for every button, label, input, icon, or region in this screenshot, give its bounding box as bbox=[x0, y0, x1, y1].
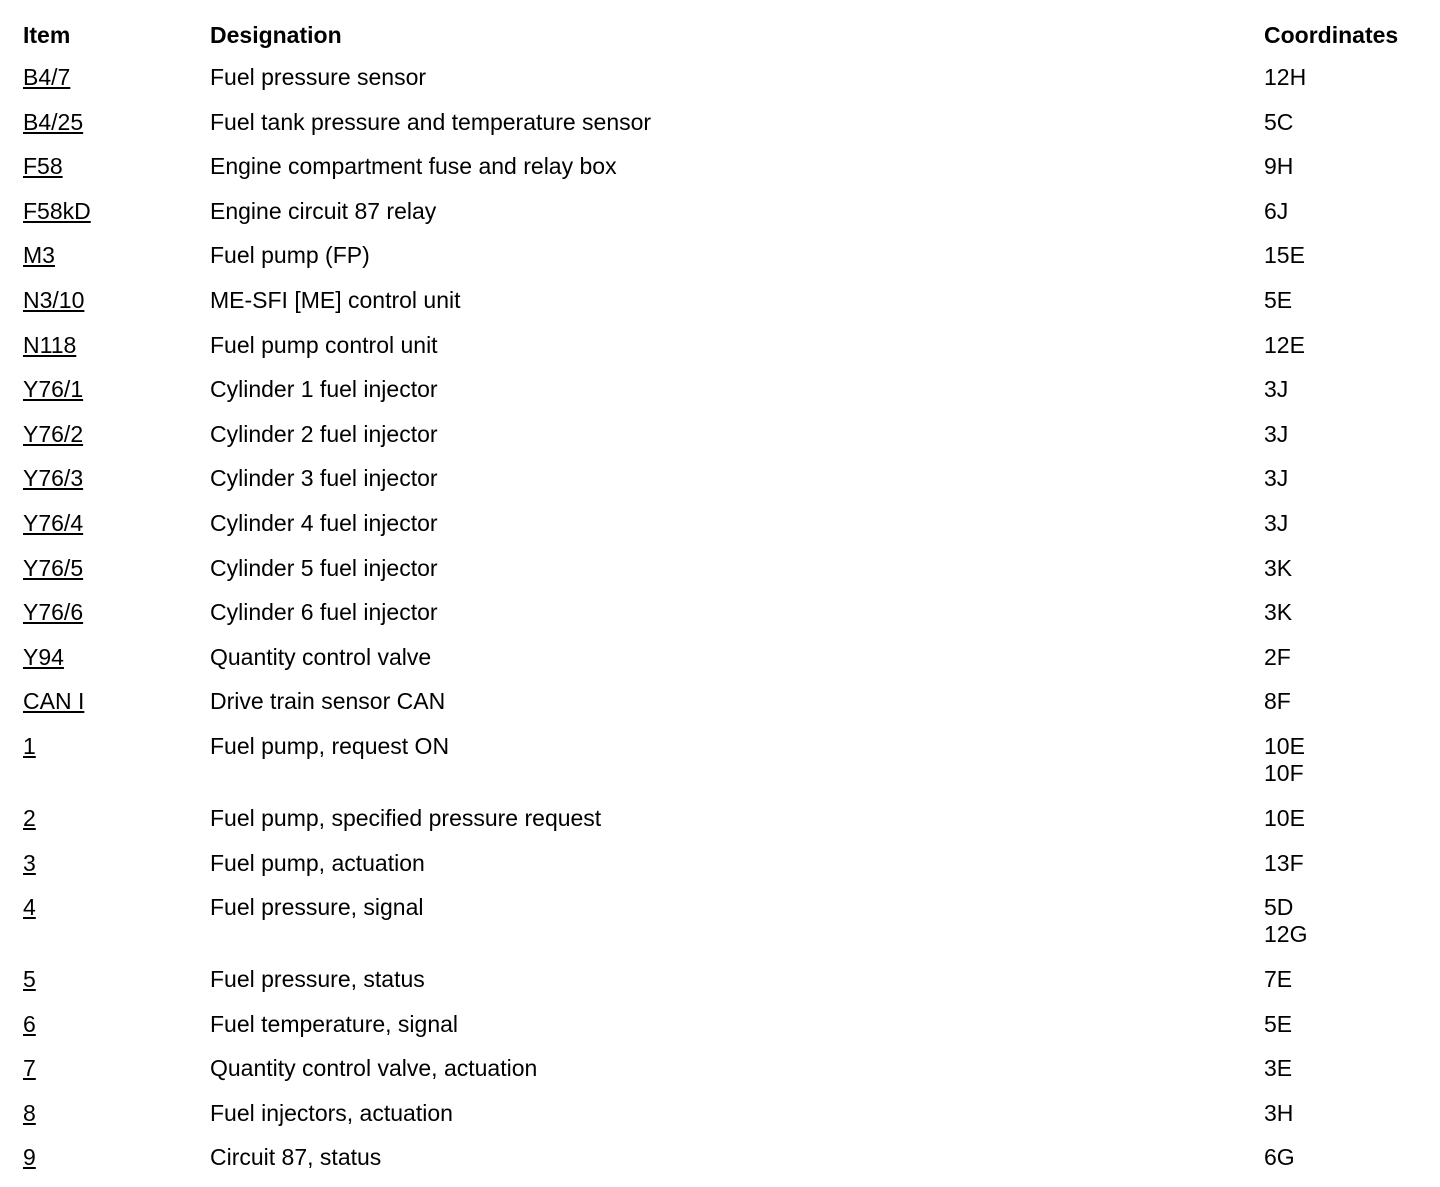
coordinates-cell bbox=[1264, 688, 1414, 715]
item-link[interactable]: N3/10 bbox=[23, 286, 85, 313]
item-cell bbox=[23, 153, 210, 180]
designation-cell: Fuel temperature, signal bbox=[210, 1010, 459, 1037]
item-cell bbox=[23, 894, 210, 921]
item-link[interactable]: Y76/1 bbox=[23, 376, 84, 403]
item-cell bbox=[23, 332, 210, 359]
coordinates-cell bbox=[1264, 109, 1414, 136]
table-row bbox=[23, 419, 1423, 464]
coordinates-cell bbox=[1264, 1011, 1414, 1038]
coordinate-value: 12E bbox=[1264, 331, 1305, 358]
item-link[interactable]: Y76/2 bbox=[23, 420, 84, 447]
designation-cell: Cylinder 2 fuel injector bbox=[210, 420, 438, 447]
table-row bbox=[23, 151, 1423, 196]
table-row bbox=[23, 1009, 1423, 1054]
designation-cell: Fuel tank pressure and temperature sensor bbox=[210, 108, 652, 135]
legend-table bbox=[23, 20, 1423, 1187]
table-row bbox=[23, 330, 1423, 375]
designation-cell: Engine circuit 87 relay bbox=[210, 197, 437, 224]
table-row bbox=[23, 285, 1423, 330]
coordinates-cell bbox=[1264, 64, 1414, 91]
coordinate-value: 5C bbox=[1264, 108, 1294, 135]
coordinate-value: 12G bbox=[1264, 921, 1308, 948]
coordinates-column-header: Coordinates bbox=[1264, 22, 1399, 48]
table-row bbox=[23, 731, 1423, 803]
item-cell bbox=[23, 198, 210, 225]
designation-cell: Cylinder 1 fuel injector bbox=[210, 376, 438, 403]
item-link[interactable]: 7 bbox=[23, 1055, 36, 1082]
item-cell bbox=[23, 555, 210, 582]
coordinates-cell bbox=[1264, 332, 1414, 359]
item-cell bbox=[23, 688, 210, 715]
coordinate-value: 3J bbox=[1264, 509, 1289, 536]
item-cell bbox=[23, 376, 210, 403]
item-cell bbox=[23, 421, 210, 448]
coordinates-cell bbox=[1264, 966, 1414, 993]
coordinate-value: 3J bbox=[1264, 465, 1289, 492]
coordinate-value: 3H bbox=[1264, 1099, 1294, 1126]
table-row bbox=[23, 553, 1423, 598]
item-link[interactable]: Y76/5 bbox=[23, 554, 84, 581]
table-row bbox=[23, 848, 1423, 893]
table-row bbox=[23, 1142, 1423, 1187]
item-link[interactable]: 5 bbox=[23, 966, 36, 993]
designation-cell: Fuel pump (FP) bbox=[210, 242, 370, 269]
table-row bbox=[23, 196, 1423, 241]
designation-cell: ME-SFI [ME] control unit bbox=[210, 286, 461, 313]
item-cell bbox=[23, 599, 210, 626]
coordinates-cell bbox=[1264, 198, 1414, 225]
coordinate-value: 3K bbox=[1264, 599, 1293, 626]
coordinates-cell bbox=[1264, 510, 1414, 537]
item-link[interactable]: F58 bbox=[23, 153, 63, 180]
coordinates-cell bbox=[1264, 465, 1414, 492]
designation-cell: Cylinder 3 fuel injector bbox=[210, 465, 438, 492]
designation-cell: Circuit 87, status bbox=[210, 1144, 382, 1171]
coordinate-value: 2F bbox=[1264, 643, 1291, 670]
coordinate-value: 10E bbox=[1264, 732, 1305, 759]
table-row bbox=[23, 1053, 1423, 1098]
item-link[interactable]: Y94 bbox=[23, 643, 64, 670]
item-link[interactable]: CAN I bbox=[23, 688, 85, 715]
table-row bbox=[23, 508, 1423, 553]
item-cell bbox=[23, 1055, 210, 1082]
designation-cell: Fuel pump, specified pressure request bbox=[210, 804, 602, 831]
coordinate-value: 3J bbox=[1264, 376, 1289, 403]
designation-cell: Fuel pump, request ON bbox=[210, 732, 450, 759]
coordinates-cell bbox=[1264, 1100, 1414, 1127]
item-cell bbox=[23, 644, 210, 671]
table-row bbox=[23, 803, 1423, 848]
designation-cell: Fuel pump, actuation bbox=[210, 849, 425, 876]
table-header bbox=[23, 20, 1423, 62]
designation-cell: Cylinder 6 fuel injector bbox=[210, 599, 438, 626]
table-row bbox=[23, 374, 1423, 419]
coordinate-value: 7E bbox=[1264, 966, 1293, 993]
designation-cell: Fuel pressure sensor bbox=[210, 64, 427, 90]
item-cell bbox=[23, 1011, 210, 1038]
item-link[interactable]: Y76/6 bbox=[23, 599, 84, 626]
item-cell bbox=[23, 109, 210, 136]
item-link[interactable]: B4/25 bbox=[23, 108, 84, 135]
table-row bbox=[23, 240, 1423, 285]
coordinates-cell bbox=[1264, 376, 1414, 403]
coordinates-cell bbox=[1264, 153, 1414, 180]
coordinate-value: 8F bbox=[1264, 688, 1291, 715]
table-body bbox=[23, 62, 1423, 1187]
table-row bbox=[23, 107, 1423, 152]
designation-cell: Drive train sensor CAN bbox=[210, 688, 446, 715]
item-link[interactable]: 6 bbox=[23, 1010, 36, 1037]
designation-column-header: Designation bbox=[210, 22, 342, 48]
designation-cell: Fuel pump control unit bbox=[210, 331, 438, 358]
coordinate-value: 15E bbox=[1264, 242, 1305, 269]
table-row bbox=[23, 463, 1423, 508]
coordinate-value: 6J bbox=[1264, 197, 1289, 224]
coordinate-value: 13F bbox=[1264, 849, 1304, 876]
item-link[interactable]: B4/7 bbox=[23, 64, 71, 90]
item-cell bbox=[23, 510, 210, 537]
coordinate-value: 6G bbox=[1264, 1144, 1295, 1171]
coordinate-value: 3J bbox=[1264, 420, 1289, 447]
coordinates-cell bbox=[1264, 805, 1414, 832]
table-row bbox=[23, 642, 1423, 687]
item-cell bbox=[23, 805, 210, 832]
item-link[interactable]: 2 bbox=[23, 804, 36, 831]
coordinates-cell bbox=[1264, 287, 1414, 314]
item-cell bbox=[23, 1100, 210, 1127]
table-row bbox=[23, 62, 1423, 107]
coordinate-value: 3K bbox=[1264, 554, 1293, 581]
coordinates-cell bbox=[1264, 599, 1414, 626]
item-cell bbox=[23, 733, 210, 760]
table-row bbox=[23, 597, 1423, 642]
designation-cell: Engine compartment fuse and relay box bbox=[210, 153, 617, 180]
coordinates-cell bbox=[1264, 733, 1414, 787]
item-column-header: Item bbox=[23, 22, 71, 48]
table-row bbox=[23, 964, 1423, 1009]
coordinate-value: 5E bbox=[1264, 1010, 1293, 1037]
designation-cell: Fuel injectors, actuation bbox=[210, 1099, 453, 1126]
coordinate-value: 5E bbox=[1264, 286, 1293, 313]
coordinates-cell bbox=[1264, 644, 1414, 671]
coordinate-value: 12H bbox=[1264, 64, 1307, 90]
item-cell bbox=[23, 850, 210, 877]
item-link[interactable]: Y76/4 bbox=[23, 509, 84, 536]
item-link[interactable]: F58kD bbox=[23, 197, 91, 224]
coordinate-value: 10E bbox=[1264, 804, 1305, 831]
designation-cell: Fuel pressure, status bbox=[210, 966, 425, 993]
coordinates-cell bbox=[1264, 850, 1414, 877]
designation-cell: Quantity control valve bbox=[210, 643, 432, 670]
coordinate-value: 9H bbox=[1264, 153, 1294, 180]
coordinates-cell bbox=[1264, 242, 1414, 269]
coordinates-cell bbox=[1264, 555, 1414, 582]
coordinates-cell bbox=[1264, 894, 1414, 948]
item-cell bbox=[23, 242, 210, 269]
table-row bbox=[23, 892, 1423, 964]
table-row bbox=[23, 686, 1423, 731]
item-link[interactable]: 4 bbox=[23, 894, 36, 921]
item-cell bbox=[23, 287, 210, 314]
coordinates-cell bbox=[1264, 421, 1414, 448]
designation-cell: Cylinder 4 fuel injector bbox=[210, 509, 438, 536]
item-cell bbox=[23, 966, 210, 993]
table-row bbox=[23, 1098, 1423, 1143]
coordinates-cell bbox=[1264, 1055, 1414, 1082]
item-link[interactable]: 3 bbox=[23, 849, 36, 876]
coordinate-value: 10F bbox=[1264, 759, 1304, 786]
item-link[interactable]: N118 bbox=[23, 331, 77, 358]
designation-cell: Cylinder 5 fuel injector bbox=[210, 554, 438, 581]
item-link[interactable]: 8 bbox=[23, 1099, 36, 1126]
item-link[interactable]: 9 bbox=[23, 1144, 36, 1171]
item-cell bbox=[23, 64, 210, 91]
item-cell bbox=[23, 465, 210, 492]
item-link[interactable]: M3 bbox=[23, 242, 55, 269]
designation-cell: Fuel pressure, signal bbox=[210, 894, 424, 921]
item-link[interactable]: Y76/3 bbox=[23, 465, 84, 492]
item-link[interactable]: 1 bbox=[23, 732, 36, 759]
designation-cell: Quantity control valve, actuation bbox=[210, 1055, 538, 1082]
coordinate-value: 5D bbox=[1264, 894, 1294, 921]
coordinate-value: 3E bbox=[1264, 1055, 1293, 1082]
